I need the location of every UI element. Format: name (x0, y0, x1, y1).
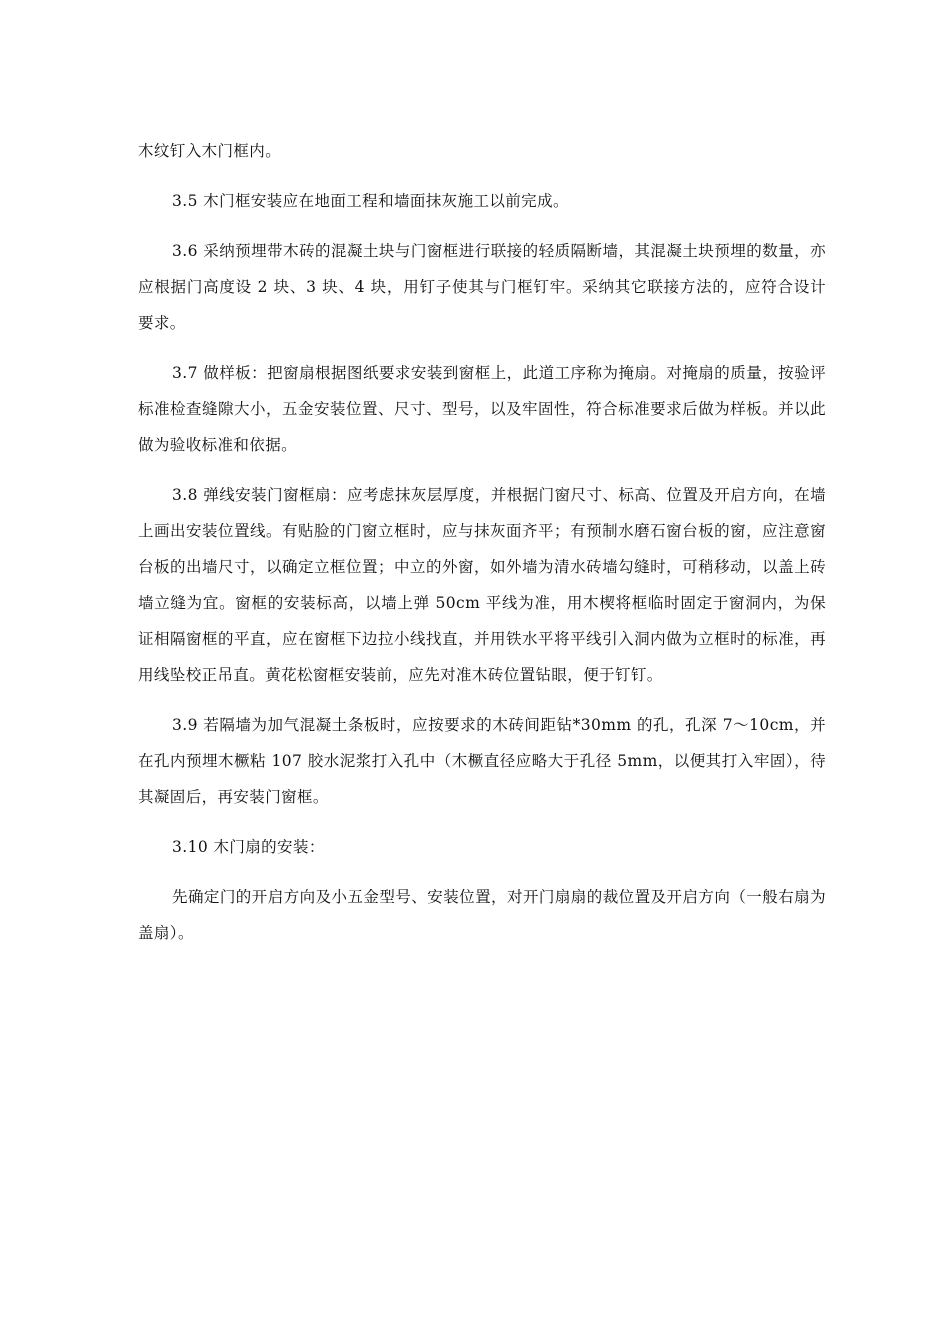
paragraph-3-6: 3.6 采纳预埋带木砖的混凝土块与门窗框进行联接的轻质隔断墙，其混凝土块预埋的数量，亦应根据门高度设 2 块、3 块、4 块，用钉子使其与门框钉牢。采纳其它联接方法的，应符合设计要求。 (138, 242, 826, 332)
paragraph-3-10-body: 先确定门的开启方向及小五金型号、安装位置，对开门扇扇的裁位置及开启方向（一般右扇为盖扇）。 (138, 888, 826, 942)
paragraph-continuation: 木纹钉入木门框内。 (138, 142, 282, 160)
paragraph-3-9: 3.9 若隔墙为加气混凝土条板时，应按要求的木砖间距钻*30mm 的孔，孔深 7〜10cm，并在孔内预埋木橛粘 107 胶水泥浆打入孔中（木橛直径应略大于孔径 5mm，以便其打入牢固），待其凝固后，再安装门窗框。 (138, 716, 826, 806)
paragraph-3-8: 3.8 弹线安装门窗框扇：应考虑抹灰层厚度，并根据门窗尺寸、标高、位置及开启方向，在墙上画出安装位置线。有贴脸的门窗立框时，应与抹灰面齐平；有预制水磨石窗台板的窗，应注意窗台板的出墙尺寸，以确定立框位置；中立的外窗，如外墙为清水砖墙勾缝时，可稍移动，以盖上砖墙立缝为宜。窗框的安装标高，以墙上弹 50cm 平线为准，用木楔将框临时固定于窗洞内，为保证相隔窗框的平直，应在窗框下边拉小线找直，并用铁水平将平线引入洞内做为立框时的标准，再用线坠校正吊直。黄花松窗框安装前，应先对准木砖位置钻眼，便于钉钉。 (138, 486, 826, 684)
document-body (138, 133, 826, 965)
paragraph-3-7: 3.7 做样板：把窗扇根据图纸要求安装到窗框上，此道工序称为掩扇。对掩扇的质量，按验评标准检查缝隙大小，五金安装位置、尺寸、型号，以及牢固性，符合标准要求后做为样板。并以此做为验收标准和依据。 (138, 364, 826, 454)
paragraph-3-5: 3.5 木门框安装应在地面工程和墙面抹灰施工以前完成。 (172, 192, 569, 210)
paragraph-3-10-heading: 3.10 木门扇的安装： (172, 838, 325, 856)
